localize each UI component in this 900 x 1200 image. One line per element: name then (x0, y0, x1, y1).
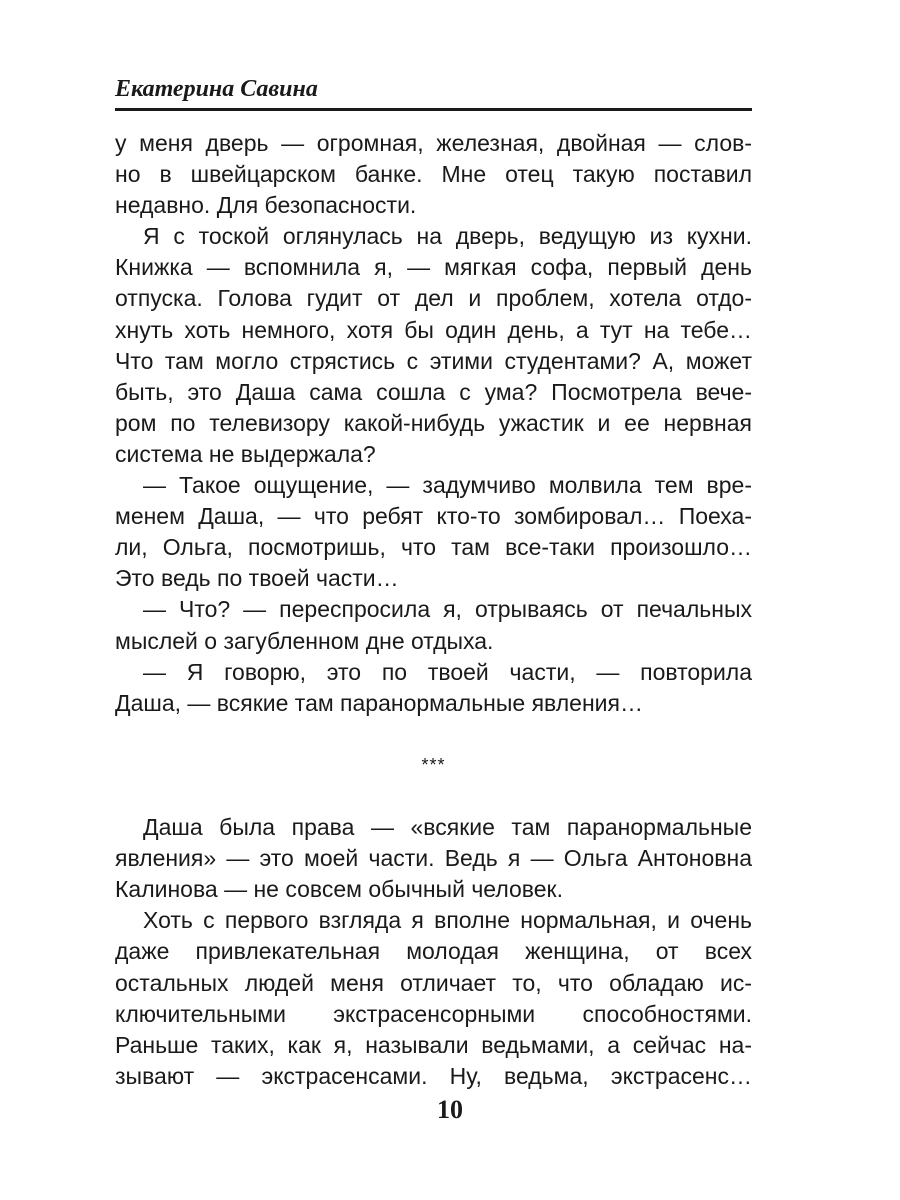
text-line: — Такое ощущение, — задумчиво молвила тем вре- (143, 472, 752, 499)
text-line: Книжка — вспомнила я, — мягкая софа, первый день (115, 254, 752, 281)
text-line: отпуска. Голова гудит от дел и проблем, хотела отдо- (115, 285, 752, 312)
section-gap (115, 719, 752, 750)
text-line: Хоть с первого взгляда я вполне нормальная, и очень (143, 907, 752, 934)
text-line: быть, это Даша сама сошла с ума? Посмотрела вече- (115, 378, 752, 405)
text-line: явления» — это моей части. Ведь я — Ольга Антоновна (115, 845, 752, 872)
page-number: 10 (437, 1095, 463, 1124)
text-line: — Что? — переспросила я, отрываясь от печальных (143, 596, 752, 623)
text-line: Что там могло стрястись с этими студентами? А, может (115, 347, 752, 374)
text-line: система не выдержала? (115, 440, 376, 467)
text-line: недавно. Для безопасности. (115, 192, 417, 219)
text-line: менем Даша, — что ребят кто-то зомбировал… Поеха- (115, 503, 752, 530)
text-line: у меня дверь — огромная, железная, двойная — слов- (115, 130, 752, 156)
text-line: зывают — экстрасенсами. Ну, ведьма, экстрасенс… (115, 1062, 752, 1089)
text-line: Это ведь по твоей части… (115, 565, 399, 592)
text-line: Я с тоской оглянулась на дверь, ведущую из кухни. (143, 223, 752, 250)
page-body (115, 128, 752, 1092)
text-line: Даша была права — «всякие там паранормальные (143, 814, 752, 841)
text-line: но в швейцарском банке. Мне отец такую поставил (115, 161, 752, 188)
text-line: ром по телевизору какой-нибудь ужастик и ее нервная (115, 409, 752, 436)
text-line: ли, Ольга, посмотришь, что там все-таки произошло… (115, 534, 752, 561)
text-line: Калинова — не совсем обычный человек. (115, 876, 564, 903)
section-gap (115, 781, 752, 812)
text-line: мыслей о загубленном дне отдыха. (115, 627, 494, 654)
text-line: хнуть хоть немного, хотя бы один день, а тут на тебе… (115, 316, 752, 343)
header-rule (115, 108, 752, 111)
text-line: ключительными экстрасенсорными способностями. (115, 1000, 752, 1027)
section-separator: *** (421, 754, 446, 775)
running-header-author: Екатерина Савина (115, 76, 318, 102)
text-line: Раньше таких, как я, называли ведьмами, а сейчас на- (115, 1031, 752, 1058)
text-line: — Я говорю, это по твоей части, — повторила (143, 658, 752, 685)
text-line: Даша, — всякие там паранормальные явления… (115, 689, 643, 716)
text-line: остальных людей меня отличает то, что обладаю ис- (115, 969, 752, 996)
text-line: даже привлекательная молодая женщина, от всех (115, 938, 752, 965)
